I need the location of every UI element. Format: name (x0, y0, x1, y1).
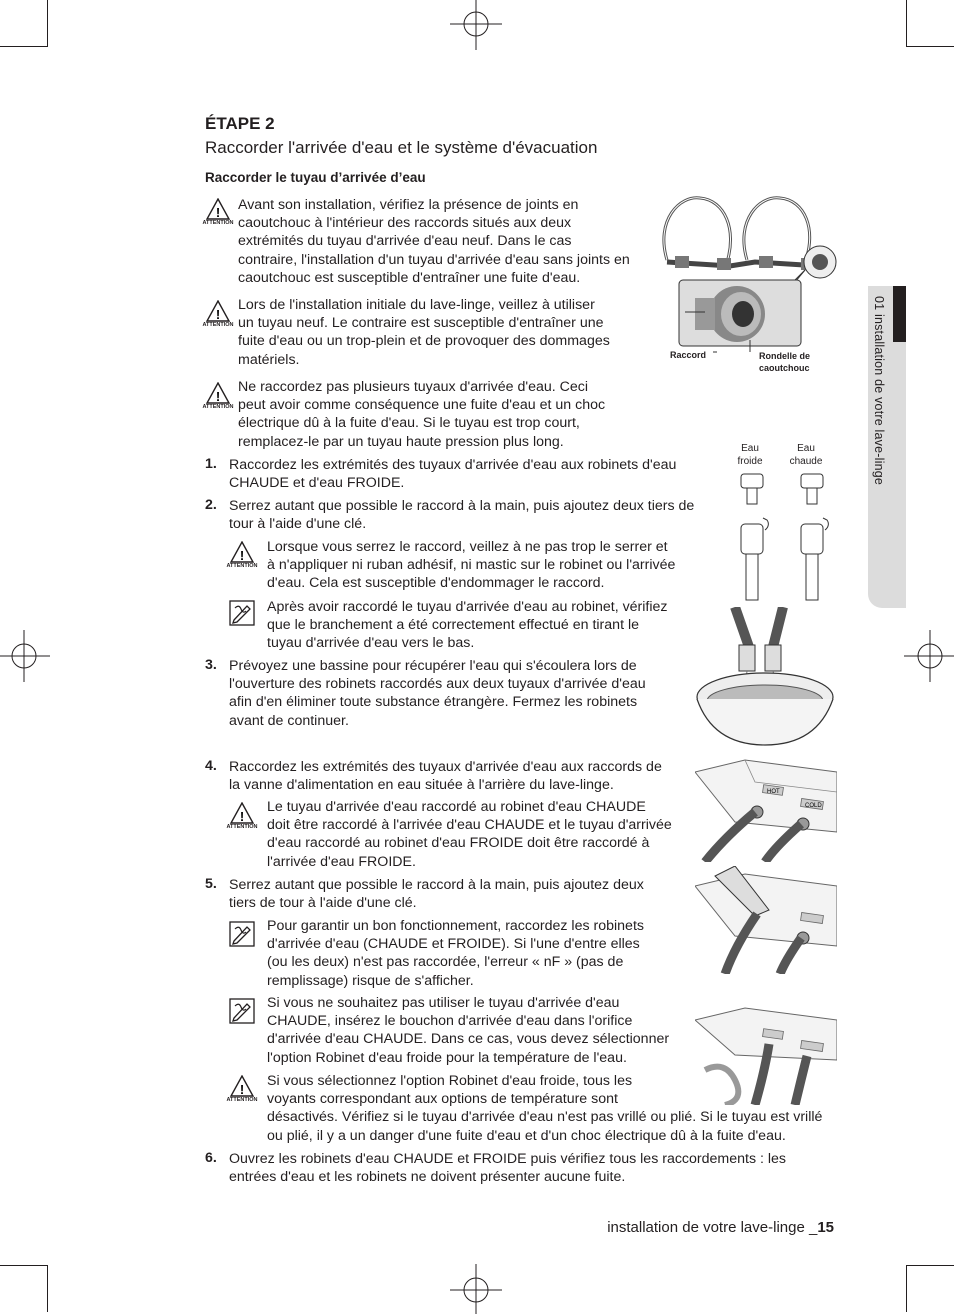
attention-icon: ! ATTENTION (222, 1075, 262, 1109)
registration-mark-top (450, 0, 502, 52)
step-number: 5. (205, 876, 217, 892)
note-icon (229, 921, 255, 947)
svg-text:!: ! (215, 307, 221, 322)
step-4-text: Raccordez les extrémités des tuyaux d'arrivée d'eau aux raccords de la vanne d'alimentation en eau située à l'arrière du lave-linge. (229, 759, 662, 794)
attention-icon: ! ATTENTION (222, 802, 262, 836)
basin-illustration (693, 607, 838, 749)
svg-text:!: ! (215, 205, 221, 220)
attention-icon: ! ATTENTION (198, 198, 238, 232)
step-number: 4. (205, 758, 217, 774)
hoses-connected-illustration (695, 1000, 837, 1105)
step-number: 6. (205, 1150, 217, 1166)
page-footer: installation de votre lave-linge _15 (607, 1219, 834, 1236)
label-raccord: Raccord (670, 350, 707, 360)
faucet-illustration (725, 470, 835, 605)
label-rondelle: Rondelle de caoutchouc (759, 351, 811, 373)
step-5-attention: Si vous sélectionnez l'option Robinet d'eau froide, tous les voyants correspondant aux options de température sont désactivés. Vérifiez si le tuyau d'arrivée d'eau n'est pas vrillé ou plié. Si le tuyau est vrillé ou plié, il y a un danger d'une fuite d'eau et d'un choc électrique dû à la fuite d'eau. (267, 1073, 823, 1144)
attention-icon: ! ATTENTION (222, 541, 262, 575)
step-5-note-1: Pour garantir un bon fonctionnement, raccordez les robinets d'arrivée d'eau (CHAUDE et FROIDE). Si l'une d'entre elles (ou les deux) n'est pas raccordée, l'erreur « nF » (pas de remplissage) risque de s'afficher. (267, 918, 644, 989)
step-5-note-2: Si vous ne souhaitez pas utiliser le tuyau d'arrivée d'eau CHAUDE, insérez le bouchon d'arrivée d'eau dans l'orifice d'arrivée d'eau CHAUDE. Dans ce cas, vous devez sélectionner l'option Robinet d'eau froide pour la température de l'eau. (267, 995, 670, 1066)
svg-text:!: ! (239, 548, 245, 563)
washer-inlet-illustration (695, 752, 837, 862)
svg-text:!: ! (239, 809, 245, 824)
step-5-text: Serrez autant que possible le raccord à la main, puis ajoutez deux tiers de tour à l'aide d'une clé. (229, 877, 644, 912)
step-number: 1. (205, 456, 217, 472)
hose-washer-illustration (655, 190, 840, 360)
step-number: 3. (205, 657, 217, 673)
step-number: 2. (205, 497, 217, 513)
step-title: ÉTAPE 2 (205, 114, 275, 133)
section-heading: Raccorder le tuyau d’arrivée d’eau (205, 170, 426, 185)
cold-label: COLD (805, 803, 822, 809)
hot-label: HOT (767, 789, 780, 795)
svg-text:!: ! (215, 389, 221, 404)
label-eau-froide: Eau froide (737, 443, 763, 467)
step-2-attention: Lorsque vous serrez le raccord, veillez à ne pas trop le serrer et à n'appliquer ni ruban adhésif, ni mastic sur le robinet ou l'arrivée d'eau. Cela est susceptible d'endommager le raccord. (267, 539, 676, 592)
note-icon (229, 998, 255, 1024)
registration-mark-right (902, 630, 954, 682)
svg-text:!: ! (239, 1082, 245, 1097)
side-tab-label: 01 installation de votre lave-linge (872, 296, 886, 486)
step-subtitle: Raccorder l'arrivée d'eau et le système d'évacuation (205, 138, 598, 157)
step-3-text: Prévoyez une bassine pour récupérer l'eau qui s'écoulera lors de l'ouverture des robinets raccordés aux deux tuyaux d'arrivée d'eau afin d'en éliminer toute substance étrangère. Fermez les robinets avant de continuer. (229, 658, 646, 729)
page-number: 15 (817, 1219, 834, 1236)
step-4-attention: Le tuyau d'arrivée d'eau raccordé au robinet d'eau CHAUDE doit être raccordé à l'arrivée d'eau CHAUDE et le tuyau d'arrivée d'eau raccordé au robinet d'eau FROIDE doit être raccordé à l'arrivée d'eau FROIDE. (267, 799, 672, 870)
registration-mark-bottom (450, 1262, 502, 1314)
step-2-text: Serrez autant que possible le raccord à la main, puis ajoutez deux tiers de tour à l'aide d'une clé. (229, 498, 695, 533)
warning-1: Avant son installation, vérifiez la présence de joints en caoutchouc à l'intérieur des raccords situés aux deux extrémités du tuyau d'arrivée d'eau neuf. Dans le cas contraire, l'installation d'un tuyau d'arrivée d'eau sans joints en caoutchouc est susceptible d'entraîner une fuite d'eau. (238, 197, 630, 286)
step-2-note: Après avoir raccordé le tuyau d'arrivée d'eau au robinet, vérifiez que le branchement a été correctement effectué en tirant le tuyau d'arrivée d'eau vers le bas. (267, 599, 668, 652)
attention-icon: ! ATTENTION (198, 382, 238, 416)
step-6-text: Ouvrez les robinets d'eau CHAUDE et FROIDE puis vérifiez tous les raccordements : les entrées d'eau et les robinets ne doivent présenter aucune fuite. (229, 1151, 787, 1186)
label-eau-chaude: Eau chaude (789, 443, 823, 467)
warning-3: Ne raccordez pas plusieurs tuyaux d'arrivée d'eau. Ceci peut avoir comme conséquence une fuite d'eau et un choc électrique dû à la fuite d'eau. Si le tuyau est trop court, remplacez-le par un tuyau haute pression plus long. (238, 379, 606, 450)
warning-2: Lors de l'installation initiale du lave-linge, veillez à utiliser un tuyau neuf. Le contraire est susceptible d'entraîner une fuite d'eau ou un trop-plein et de provoquer des dommages matériels. (238, 297, 610, 368)
wrench-illustration (695, 866, 837, 974)
note-icon (229, 600, 255, 626)
step-1-text: Raccordez les extrémités des tuyaux d'arrivée d'eau aux robinets d'eau CHAUDE et d'eau FROIDE. (229, 457, 677, 492)
side-tab-marker (893, 286, 906, 342)
attention-icon: ! ATTENTION (198, 300, 238, 334)
registration-mark-left (0, 630, 52, 682)
